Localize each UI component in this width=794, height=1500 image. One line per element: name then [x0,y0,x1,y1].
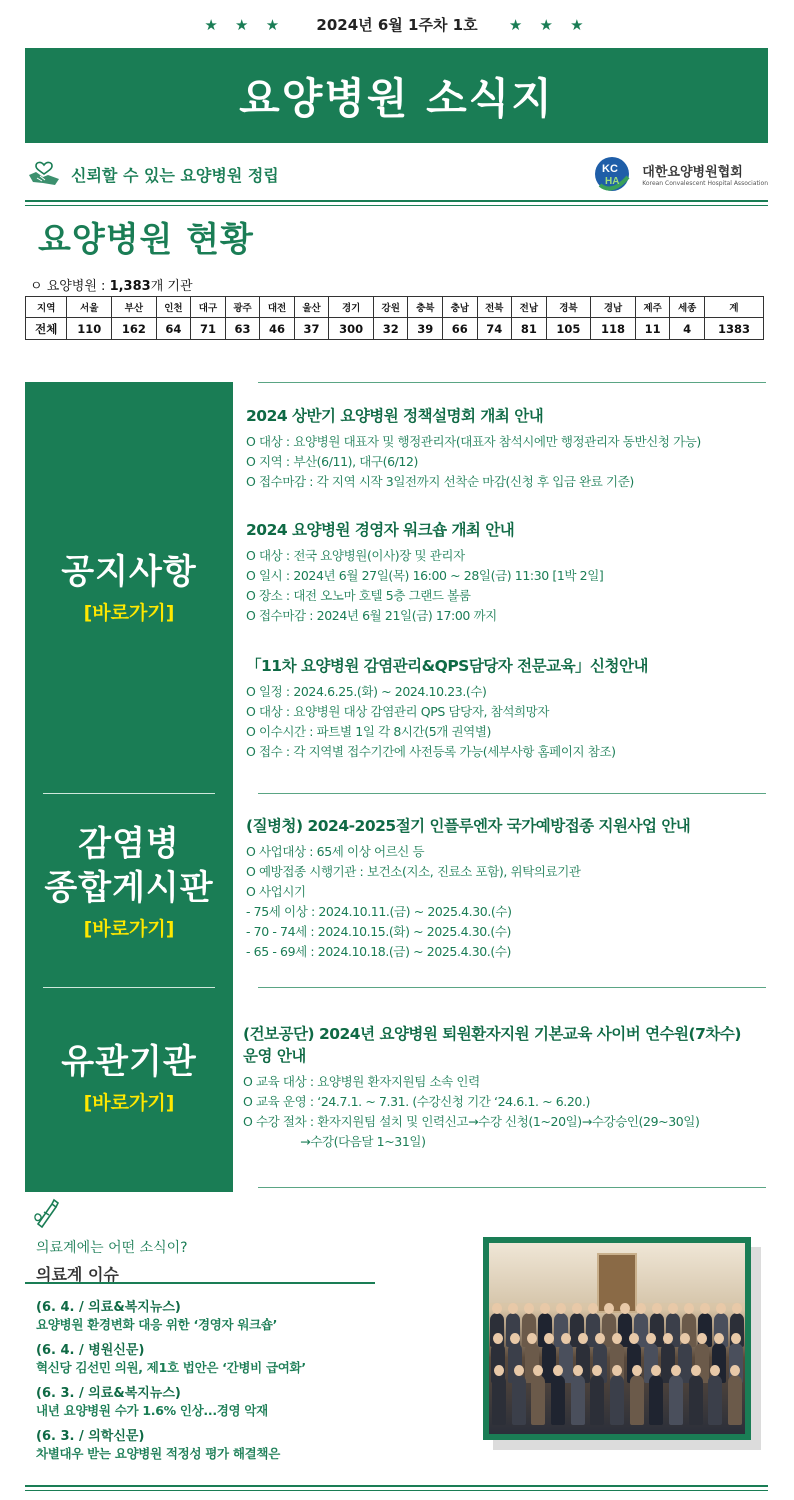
content-divider [258,793,766,794]
region-count-cell: 71 [191,318,226,340]
region-count-cell: 162 [112,318,157,340]
news-source: (6. 4. / 병원신문) [36,1343,145,1358]
photo-person [708,1375,722,1425]
related-item-title-2[interactable]: 운영 안내 [243,1047,306,1065]
infection-item-line: O 사업대상 : 65세 이상 어르신 등 [246,844,425,859]
region-name-cell: 전남 [512,297,547,318]
region-name-cell: 인천 [156,297,191,318]
region-count-cell: 74 [477,318,512,340]
notice-link[interactable]: [바로가기] [83,602,175,624]
notice-title: 공지사항 [61,552,197,592]
region-name-cell: 경남 [591,297,636,318]
content-divider [258,987,766,988]
notice-item-line: O 지역 : 부산(6/11), 대구(6/12) [246,454,419,469]
region-name-cell: 계 [704,297,763,318]
notice-item-line: O 일시 : 2024년 6월 27일(목) 16:00 ~ 28일(금) 11:30 [1박 2일] [246,568,604,583]
related-item-line: O 수강 절차 : 환자지원팀 설치 및 인력신고→수강 신청(1~20일)→수강승인(29~30일) [243,1114,700,1129]
region-count-cell: 300 [329,318,374,340]
news-headline[interactable]: 차별대우 받는 요양병원 적정성 평가 해결책은 [36,1446,280,1461]
region-name-cell: 광주 [225,297,260,318]
infection-link[interactable]: [바로가기] [83,918,175,940]
title-banner [25,48,768,143]
notice-item-title[interactable]: 2024 상반기 요양병원 정책설명회 개최 안내 [246,407,544,425]
slogan: 신뢰할 수 있는 요양병원 정립 [71,165,279,185]
notice-item-title[interactable]: 「11차 요양병원 감염관리&QPS담당자 전문교육」신청안내 [246,657,648,675]
related-block [25,1040,233,1115]
infection-title-2: 종합게시판 [44,868,214,908]
sidebar-divider [43,793,215,794]
summary-prefix: ㅇ 요양병원 : [30,279,110,294]
region-count-cell: 11 [635,318,670,340]
news-headline[interactable]: 내년 요양병원 수가 1.6% 인상...경영 악재 [36,1403,268,1418]
region-name-cell: 경북 [546,297,591,318]
news-item[interactable] [36,1428,416,1462]
hospital-count-summary [30,275,193,294]
slogan-row [25,152,768,196]
photo-person [531,1375,545,1425]
region-count-cell: 64 [156,318,191,340]
notice-item-line: O 대상 : 요양병원 대표자 및 행정관리자(대표자 참석시에만 행정관리자 동반신청 가능) [246,434,701,449]
infection-item-line: - 70 - 74세 : 2024.10.15.(화) ~ 2025.4.30.(수) [246,924,511,939]
photo-person [590,1375,604,1425]
photo-person [669,1375,683,1425]
related-link[interactable]: [바로가기] [83,1092,175,1114]
news-headline[interactable]: 혁신당 김선민 의원, 제1호 법안은 ‘간병비 급여화’ [36,1360,306,1375]
region-name-cell: 전북 [477,297,512,318]
news-source: (6. 4. / 의료&복지뉴스) [36,1300,181,1315]
notice-item[interactable] [246,518,791,626]
summary-count: 1,383 [109,279,151,294]
region-count-cell: 81 [512,318,547,340]
region-count-cell: 105 [546,318,591,340]
region-name-cell: 강원 [373,297,408,318]
region-count-cell: 118 [591,318,636,340]
infection-item[interactable] [246,814,791,962]
status-section-title: 요양병원 현황 [38,220,254,260]
sidebar-divider [43,987,215,988]
footer-divider [25,1485,768,1491]
region-count-cell: 66 [443,318,478,340]
notice-item-line: O 접수 : 각 지역별 접수기간에 사전등록 가능(세부사항 홈페이지 참조) [246,744,616,759]
news-item[interactable] [36,1342,416,1376]
news-headline[interactable]: 요양병원 환경변화 대응 위한 ‘경영자 워크숍’ [36,1317,278,1332]
photo-person [571,1375,585,1425]
region-name-cell: 서울 [67,297,112,318]
photo-person [728,1375,742,1425]
group-photo-frame [483,1237,751,1440]
related-item-line: →수강(다음달 1~31일) [243,1134,426,1149]
infection-item-line: - 65 - 69세 : 2024.10.18.(금) ~ 2025.4.30.(수) [246,944,511,959]
news-item[interactable] [36,1385,416,1419]
news-heading-underline [25,1282,375,1284]
region-name-cell: 울산 [294,297,329,318]
photo-person [689,1375,703,1425]
region-name-cell: 대구 [191,297,226,318]
region-name-cell: 경기 [329,297,374,318]
region-name-cell: 충남 [443,297,478,318]
region-count-table [25,296,764,340]
news-item[interactable] [36,1299,416,1333]
svg-text:KC: KC [602,163,619,175]
association-name: 대한요양병원협회 [642,165,743,180]
news-heading: 의료계 이슈 [36,1265,119,1284]
notice-item-title[interactable]: 2024 요양병원 경영자 워크숍 개최 안내 [246,521,515,539]
content-divider [258,382,766,383]
photo-person [649,1375,663,1425]
infection-item-line: O 사업시기 [246,884,306,899]
news-source: (6. 3. / 의료&복지뉴스) [36,1386,181,1401]
notice-item-line: O 접수마감 : 2024년 6월 21일(금) 17:00 까지 [246,608,497,623]
association-logo[interactable] [592,152,768,196]
related-item-line: O 교육 운영 : ‘24.7.1. ~ 7.31. (수강신청 기간 ‘24.6.1. ~ 6.20.) [243,1094,591,1109]
notice-item-line: O 장소 : 대전 오노마 호텔 5층 그랜드 볼룸 [246,588,471,603]
news-question: 의료계에는 어떤 소식이? [36,1240,188,1256]
related-item-title[interactable]: (건보공단) 2024년 요양병원 퇴원환자지원 기본교육 사이버 연수원(7차수) [243,1025,741,1043]
region-name-cell: 충북 [408,297,443,318]
infection-item-line: O 예방접종 시행기관 : 보건소(지소, 진료소 포함), 위탁의료기관 [246,864,581,879]
infection-item-title[interactable]: (질병청) 2024-2025절기 인플루엔자 국가예방접종 지원사업 안내 [246,817,691,835]
table-row-label: 지역 [26,297,67,318]
notice-item[interactable] [246,654,791,762]
summary-suffix: 개 기관 [150,279,193,294]
region-count-cell: 1383 [704,318,763,340]
photo-person [492,1375,506,1425]
notice-item-line: O 대상 : 요양병원 대상 감염관리 QPS 담당자, 참석희망자 [246,704,550,719]
infection-item-line: - 75세 이상 : 2024.10.11.(금) ~ 2025.4.30.(수) [246,904,512,919]
category-sidebar [25,382,233,1192]
table-value-row [26,318,764,340]
region-count-cell: 63 [225,318,260,340]
photo-person [551,1375,565,1425]
svg-text:HA: HA [605,176,620,187]
region-count-cell: 46 [260,318,295,340]
kcha-logo-icon [592,155,636,193]
region-count-cell: 39 [408,318,443,340]
stars-left: ★ ★ ★ [204,16,286,34]
region-name-cell: 대전 [260,297,295,318]
region-name-cell: 제주 [635,297,670,318]
region-name-cell: 부산 [112,297,157,318]
region-count-cell: 4 [670,318,705,340]
region-name-cell: 세종 [670,297,705,318]
issue-line [0,14,794,35]
notice-item-line: O 대상 : 전국 요양병원(이사)장 및 관리자 [246,548,465,563]
notice-item-line: O 접수마감 : 각 지역 시작 3일전까지 선착순 마감(신청 후 입금 완료 기준) [246,474,634,489]
content-divider [258,1187,766,1188]
photo-person [630,1375,644,1425]
table-header-row [26,297,764,318]
photo-person [512,1375,526,1425]
notice-item-line: O 이수시간 : 파트별 1일 각 8시간(5개 권역별) [246,724,492,739]
infection-title-1: 감염병 [78,824,180,864]
table-row-label: 전체 [26,318,67,340]
photo-person [610,1375,624,1425]
news-source: (6. 3. / 의학신문) [36,1429,145,1444]
region-count-cell: 37 [294,318,329,340]
infection-block [25,822,233,941]
handshake-heart-icon [27,161,61,187]
group-photo [489,1243,745,1434]
notice-item[interactable] [246,404,791,492]
region-count-cell: 110 [67,318,112,340]
newsletter-title: 요양병원 소식지 [239,73,554,123]
related-item-line: O 교육 대상 : 요양병원 환자지원팀 소속 인력 [243,1074,480,1089]
medical-pen-icon [32,1198,60,1228]
notice-block [25,550,233,625]
related-title: 유관기관 [61,1042,197,1082]
stars-right: ★ ★ ★ [508,16,590,34]
region-count-cell: 32 [373,318,408,340]
related-item[interactable] [243,1022,788,1152]
divider [25,200,768,206]
notice-item-line: O 일정 : 2024.6.25.(화) ~ 2024.10.23.(수) [246,684,487,699]
issue-number: 2024년 6월 1주차 1호 [316,16,478,34]
association-name-en: Korean Convalescent Hospital Association [642,180,768,187]
